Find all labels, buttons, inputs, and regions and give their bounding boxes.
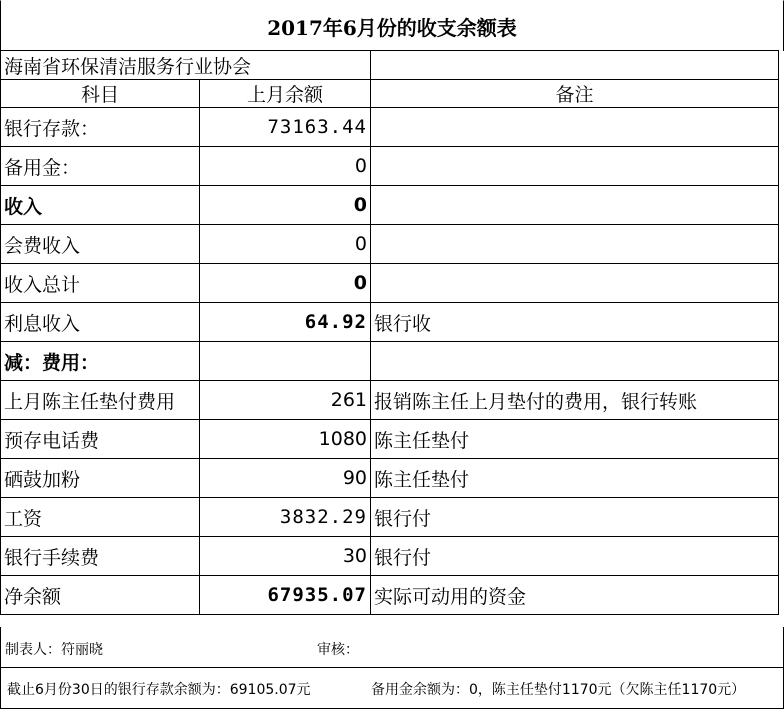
row-subject[interactable]: 会费收入 — [1, 225, 200, 264]
row-amount[interactable]: 73163.44 — [200, 108, 371, 147]
row-amount[interactable]: 64.92 — [200, 303, 371, 342]
row-note[interactable] — [371, 342, 779, 381]
row-note[interactable] — [371, 264, 779, 303]
table-row — [1, 264, 779, 303]
row-amount[interactable]: 67935.07 — [200, 576, 371, 615]
row-note[interactable]: 报销陈主任上月垫付的费用，银行转账 — [371, 381, 779, 420]
header-subject[interactable]: 科目 — [1, 80, 200, 108]
row-amount[interactable]: 3832.29 — [200, 498, 371, 537]
row-subject[interactable]: 利息收入 — [1, 303, 200, 342]
row-note[interactable]: 银行付 — [371, 537, 779, 576]
row-subject[interactable]: 硒鼓加粉 — [1, 459, 200, 498]
table-row — [1, 108, 779, 147]
row-subject[interactable]: 收入总计 — [1, 264, 200, 303]
reviewed-by[interactable]: 审核： — [317, 642, 359, 658]
organization-row-empty-cell[interactable] — [371, 51, 779, 80]
prepared-by[interactable]: 制表人：符丽晓 — [5, 642, 103, 658]
balance-table — [0, 50, 779, 615]
table-row — [1, 303, 779, 342]
row-note[interactable]: 银行付 — [371, 498, 779, 537]
row-amount[interactable]: 0 — [200, 147, 371, 186]
row-note[interactable]: 陈主任垫付 — [371, 420, 779, 459]
row-amount[interactable]: 0 — [200, 186, 371, 225]
summary-note-row — [0, 668, 784, 709]
row-subject[interactable]: 预存电话费 — [1, 420, 200, 459]
row-note[interactable]: 银行收 — [371, 303, 779, 342]
header-last-month-balance[interactable]: 上月余额 — [200, 80, 371, 108]
row-subject[interactable]: 银行手续费 — [1, 537, 200, 576]
row-subject[interactable]: 上月陈主任垫付费用 — [1, 381, 200, 420]
reserve-fund-note[interactable]: 备用金余额为：0，陈主任垫付1170元（欠陈主任1170元） — [371, 682, 746, 698]
header-remarks[interactable]: 备注 — [371, 80, 779, 108]
row-amount[interactable]: 0 — [200, 225, 371, 264]
row-amount[interactable]: 90 — [200, 459, 371, 498]
organization-row — [1, 51, 779, 80]
row-note[interactable] — [371, 147, 779, 186]
row-note[interactable] — [371, 186, 779, 225]
row-subject[interactable]: 银行存款： — [1, 108, 200, 147]
table-row — [1, 498, 779, 537]
row-note[interactable]: 陈主任垫付 — [371, 459, 779, 498]
row-amount[interactable]: 261 — [200, 381, 371, 420]
row-subject[interactable]: 净余额 — [1, 576, 200, 615]
sheet-title: 2017年6月份的收支余额表 — [0, 0, 784, 51]
signature-row — [0, 627, 784, 668]
table-row — [1, 381, 779, 420]
row-amount[interactable]: 0 — [200, 264, 371, 303]
row-note[interactable] — [371, 225, 779, 264]
row-note[interactable]: 实际可动用的资金 — [371, 576, 779, 615]
table-row — [1, 186, 779, 225]
row-subject[interactable]: 工资 — [1, 498, 200, 537]
table-row — [1, 459, 779, 498]
row-amount[interactable] — [200, 342, 371, 381]
row-amount[interactable]: 1080 — [200, 420, 371, 459]
table-row — [1, 537, 779, 576]
row-note[interactable] — [371, 108, 779, 147]
table-row — [1, 147, 779, 186]
row-subject[interactable]: 备用金： — [1, 147, 200, 186]
row-amount[interactable]: 30 — [200, 537, 371, 576]
table-row — [1, 342, 779, 381]
header-row — [1, 80, 779, 108]
table-row — [1, 576, 779, 615]
row-subject[interactable]: 收入 — [1, 186, 200, 225]
table-row — [1, 420, 779, 459]
organization-name[interactable]: 海南省环保清洁服务行业协会 — [1, 51, 371, 80]
row-subject[interactable]: 减：费用： — [1, 342, 200, 381]
bank-balance-note[interactable]: 截止6月份30日的银行存款余额为：69105.07元 — [7, 682, 311, 698]
table-row — [1, 225, 779, 264]
